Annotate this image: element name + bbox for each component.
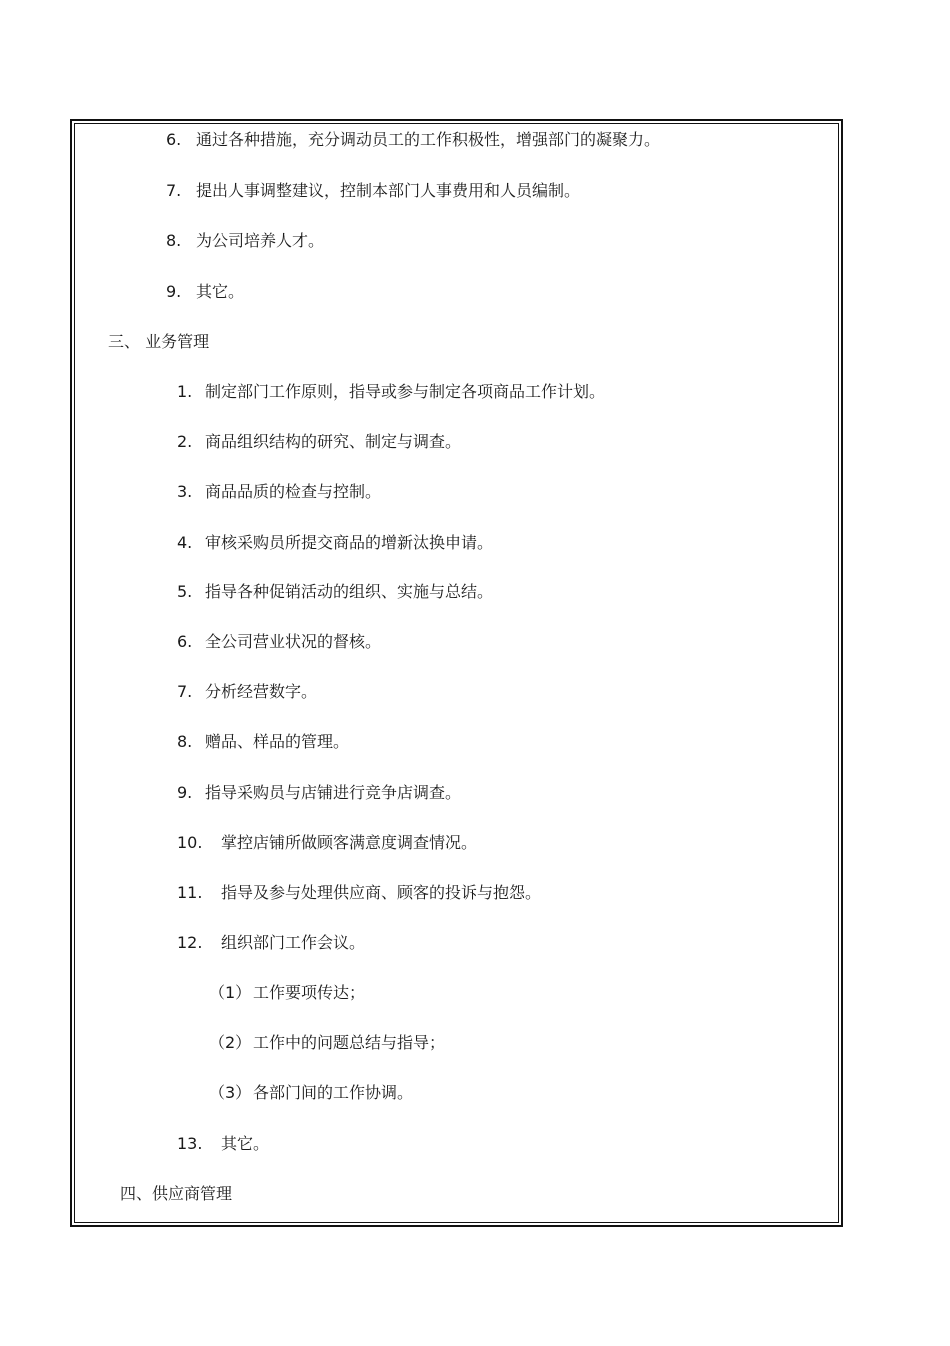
item-text: 分析经营数字。 [205, 682, 318, 701]
list-item [177, 732, 349, 752]
list-item [177, 382, 605, 402]
sub-item-text: 工作要项传达； [253, 983, 366, 1002]
list-item [177, 933, 365, 953]
item-number: 6. [177, 632, 193, 651]
list-item [177, 1134, 269, 1154]
item-number: 2. [177, 432, 193, 451]
list-item [177, 632, 381, 652]
item-number: 4. [177, 533, 193, 552]
section-heading: 三、 业务管理 [108, 332, 210, 351]
item-number: 5. [177, 582, 193, 601]
item-text: 制定部门工作原则，指导或参与制定各项商品工作计划。 [205, 382, 606, 401]
list-item [177, 883, 541, 903]
sub-item-number: （1） [209, 983, 252, 1002]
item-text: 审核采购员所提交商品的增新汰换申请。 [205, 533, 494, 552]
item-number: 13. [177, 1134, 203, 1153]
sub-list-item [209, 1083, 413, 1103]
item-text: 为公司培养人才。 [196, 231, 325, 250]
list-item [177, 533, 493, 553]
list-item [166, 181, 580, 201]
item-text: 指导及参与处理供应商、顾客的投诉与抱怨。 [221, 883, 542, 902]
list-item [166, 231, 324, 251]
item-text: 组织部门工作会议。 [221, 933, 366, 952]
item-text: 通过各种措施，充分调动员工的工作积极性，增强部门的凝聚力。 [196, 130, 661, 149]
list-item [177, 482, 381, 502]
item-text: 指导各种促销活动的组织、实施与总结。 [205, 582, 494, 601]
item-text: 全公司营业状况的督核。 [205, 632, 382, 651]
sub-list-item [209, 1033, 445, 1053]
list-item [177, 582, 493, 602]
sub-item-text: 各部门间的工作协调。 [253, 1083, 414, 1102]
item-text: 其它。 [196, 282, 245, 301]
list-item [166, 282, 244, 302]
list-item [166, 130, 660, 150]
list-item [177, 833, 477, 853]
item-number: 10. [177, 833, 203, 852]
item-number: 12. [177, 933, 203, 952]
item-number: 6. [166, 130, 182, 149]
item-number: 8. [166, 231, 182, 250]
sub-list-item [209, 983, 365, 1003]
section-heading: 四、供应商管理 [120, 1184, 233, 1203]
list-item [177, 682, 317, 702]
item-number: 9. [166, 282, 182, 301]
item-number: 3. [177, 482, 193, 501]
item-text: 赠品、样品的管理。 [205, 732, 350, 751]
item-number: 9. [177, 783, 193, 802]
item-text: 提出人事调整建议，控制本部门人事费用和人员编制。 [196, 181, 581, 200]
item-number: 1. [177, 382, 193, 401]
item-number: 8. [177, 732, 193, 751]
item-text: 商品组织结构的研究、制定与调查。 [205, 432, 462, 451]
list-item [177, 783, 461, 803]
item-number: 11. [177, 883, 203, 902]
sub-item-text: 工作中的问题总结与指导； [253, 1033, 446, 1052]
item-text: 其它。 [221, 1134, 270, 1153]
item-text: 指导采购员与店铺进行竞争店调查。 [205, 783, 462, 802]
item-text: 商品品质的检查与控制。 [205, 482, 382, 501]
sub-item-number: （3） [209, 1083, 252, 1102]
item-number: 7. [166, 181, 182, 200]
item-text: 掌控店铺所做顾客满意度调查情况。 [221, 833, 478, 852]
item-number: 7. [177, 682, 193, 701]
sub-item-number: （2） [209, 1033, 252, 1052]
list-item [177, 432, 461, 452]
